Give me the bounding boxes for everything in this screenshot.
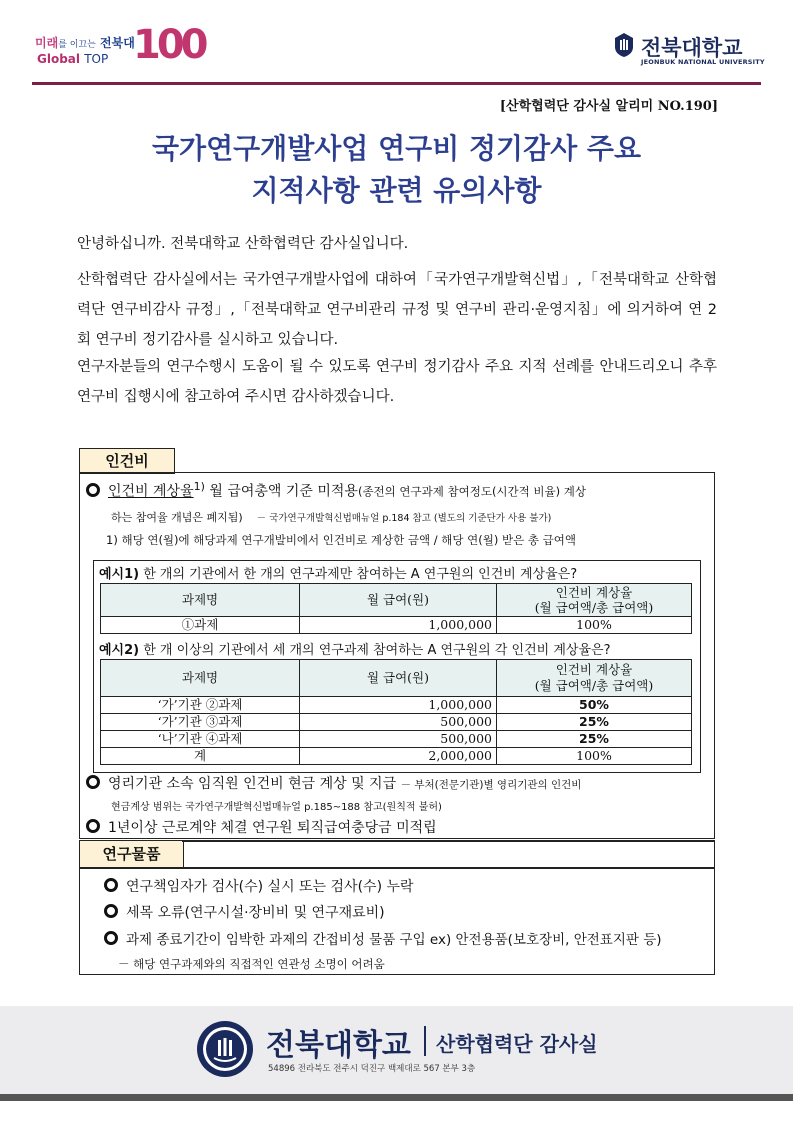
table-row-total: 계 2,000,000 100%: [101, 748, 692, 765]
page-title: 국가연구개발사업 연구비 정기감사 주요 지적사항 관련 유의사항: [151, 132, 642, 207]
goods-item-category-error: 세목 오류(연구시설·장비비 및 연구재료비): [104, 902, 385, 922]
item-personnel-note: 하는 참여율 개념은 폐지됨) － 국가연구개발혁신법매뉴얼 p.184 참고 (별도의 기준단가 사용 불가): [111, 511, 552, 524]
col-salary: 월 급여(원): [300, 660, 497, 697]
university-seal-icon: [196, 1020, 254, 1078]
footer-divider: [424, 1026, 426, 1056]
global-top100-logo: [35, 22, 205, 72]
intro-body: 산학협력단 감사실에서는 국가연구개발사업에 대하여「국가연구개발혁신법」,「전북대학교 산학협력단 연구비감사 규정」,「전북대학교 연구비관리 규정 및 연구비 관리·운영지침」에 의거하여 연 2회 연구비 정기감사를 실시하고 있습니다.: [77, 272, 717, 348]
col-project: 과제명: [101, 660, 300, 697]
example1-question: 예시1) 한 개의 기관에서 한 개의 연구과제만 참여하는 A 연구원의 인건비 계상율은?: [99, 567, 578, 582]
col-rate: 인건비 계상율 (월 급여액/총 급여액): [497, 584, 692, 617]
header-divider: [32, 82, 761, 85]
footnote-1: 1) 해당 연(월)에 해당과제 연구개발비에서 인건비로 계상한 금액 / 해당 연(월) 받은 총 급여액: [106, 533, 576, 547]
bullet-circle-icon: [104, 904, 118, 918]
intro-greeting: 안녕하십니까. 전북대학교 산학협력단 감사실입니다.: [77, 236, 409, 252]
item-forprofit-personnel: 영리기관 소속 임직원 인건비 현금 계상 및 지급 － 부처(전문기관)별 영리기관의 인건비: [86, 773, 581, 793]
university-emblem-icon: [613, 32, 635, 58]
top100-number: 100: [133, 22, 205, 68]
bullet-circle-icon: [86, 819, 100, 833]
example1-table: [100, 583, 692, 634]
global-top-line: Global TOP: [37, 52, 109, 66]
goods-item-indirect-purchase: 과제 종료기간이 임박한 과제의 간접비성 물품 구입 ex) 안전용품(보호장비, 안전표지판 등): [104, 928, 662, 948]
slogan-line: 미래를 이끄는 전북대: [35, 36, 135, 50]
table-header: [101, 660, 692, 697]
example2-table: [100, 659, 692, 765]
item-personnel-rate: 인건비 계상율$^{1)}$ 월 급여총액 기준 미적용(종전의 연구과제 참여정도(시간적 비율) 계상: [86, 480, 586, 501]
bullet-circle-icon: [104, 931, 118, 945]
goods-item-sub-note: － 해당 연구과제와의 직접적인 연관성 소명이 어려움: [118, 957, 385, 971]
section2-top-border: [182, 840, 714, 842]
bullet-circle-icon: [104, 878, 118, 892]
bottom-bar: [0, 1094, 793, 1101]
example2-question: 예시2) 한 개 이상의 기관에서 세 개의 연구과제 참여하는 A 연구원의 각 인건비 계상율은?: [99, 643, 611, 658]
col-salary: 월 급여(원): [300, 584, 497, 617]
intro-closing: 연구자분들의 연구수행시 도움이 될 수 있도록 연구비 정기감사 주요 지적 선례를 안내드리오니 추후 연구비 집행시에 참고하여 주시면 감사하겠습니다.: [77, 359, 717, 405]
section2-tag-divider: [79, 867, 714, 869]
footer-department: 산학협력단 감사실: [436, 1032, 598, 1056]
notice-label: [산학협력단 감사실 알리미 NO.190]: [499, 99, 718, 114]
item-forprofit-note: 현금계상 범위는 국가연구개발혁신법매뉴얼 p.185~188 참고(원칙적 불허): [111, 802, 442, 813]
item-severance-reserve: 1년이상 근로계약 체결 연구원 퇴직급여충당금 미적립: [86, 817, 437, 837]
university-name: 전북대학교: [641, 36, 743, 60]
university-logo: [613, 30, 765, 70]
table-row: ①과제 1,000,000 100%: [101, 617, 692, 634]
col-project: 과제명: [101, 584, 300, 617]
section-tag-research-goods: 연구물품: [79, 840, 184, 868]
bullet-circle-icon: [86, 483, 100, 497]
footer: [0, 1006, 793, 1094]
footer-university-name: 전북대학교: [266, 1028, 411, 1063]
section-tag-personnel: 인건비: [79, 448, 175, 474]
table-row: ‘가’기관 ③과제 500,000 25%: [101, 714, 692, 731]
footer-address: 54896 전라북도 전주시 덕진구 백제대로 567 본부 3층: [268, 1064, 476, 1074]
university-name-en: JEONBUK NATIONAL UNIVERSITY: [641, 58, 765, 66]
bullet-circle-icon: [86, 775, 100, 789]
table-header: [101, 584, 692, 617]
table-row: ‘가’기관 ②과제 1,000,000 50%: [101, 697, 692, 714]
goods-item-inspection: 연구책임자가 검사(수) 실시 또는 검사(수) 누락: [104, 876, 414, 896]
table-row: ‘나’기관 ④과제 500,000 25%: [101, 731, 692, 748]
col-rate: 인건비 계상율 (월 급여액/총 급여액): [497, 660, 692, 697]
